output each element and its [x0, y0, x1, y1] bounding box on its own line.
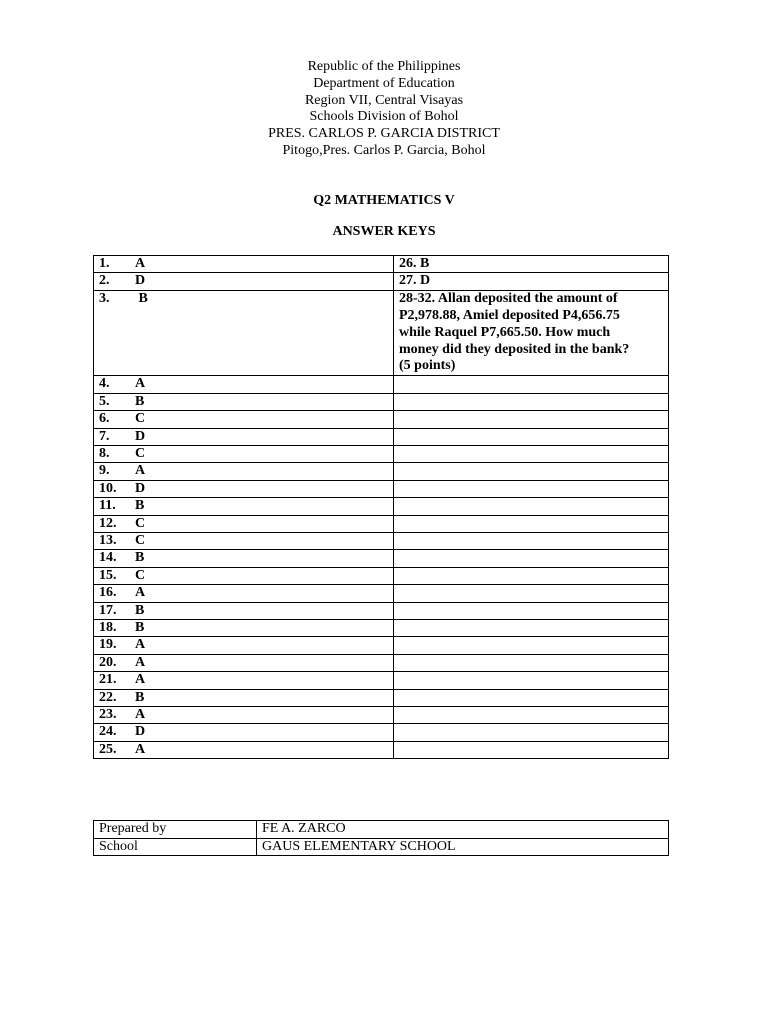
table-row [94, 838, 669, 856]
item-answer: B [135, 689, 145, 705]
school-value: GAUS ELEMENTARY SCHOOL [257, 838, 669, 856]
item-number: 6. [99, 411, 110, 427]
item-answer: A [135, 741, 146, 757]
item-answer: B [135, 620, 145, 636]
item-number: 23. [99, 707, 117, 723]
item-number: 19. [99, 637, 117, 653]
item-number: 24. [99, 724, 117, 740]
item-number: 7. [99, 428, 110, 444]
answer-cell [94, 445, 394, 462]
document-header [0, 59, 768, 160]
empty-cell [394, 707, 669, 724]
empty-cell [394, 411, 669, 428]
item-answer: B [135, 393, 145, 409]
item-number: 18. [99, 620, 117, 636]
table-row [94, 273, 669, 290]
empty-cell [394, 376, 669, 393]
answer-cell-right: 26. B [394, 256, 669, 273]
item-number: 21. [99, 672, 117, 688]
header-line-region: Region VII, Central Visayas [304, 92, 464, 108]
item-answer: C [135, 567, 146, 583]
table-row [94, 821, 669, 839]
table-row [94, 724, 669, 741]
table-row [94, 741, 669, 758]
header-line-district: PRES. CARLOS P. GARCIA DISTRICT [268, 126, 500, 142]
item-answer: A [135, 376, 146, 392]
table-row [94, 428, 669, 445]
table-row [94, 290, 669, 376]
table-row [94, 533, 669, 550]
item-number: 9. [99, 463, 110, 479]
item-number: 17. [99, 602, 117, 618]
table-row [94, 463, 669, 480]
table-row [94, 445, 669, 462]
answer-cell [94, 411, 394, 428]
item-answer: B [135, 498, 145, 514]
table-row [94, 376, 669, 393]
table-row [94, 689, 669, 706]
item-answer: A [135, 637, 146, 653]
answer-cell-right: 27. D [394, 273, 669, 290]
item-answer: D [135, 480, 146, 496]
empty-cell [394, 741, 669, 758]
empty-cell [394, 498, 669, 515]
empty-cell [394, 654, 669, 671]
table-row [94, 637, 669, 654]
item-answer: A [135, 654, 146, 670]
item-number: 11. [99, 498, 116, 514]
table-row [94, 411, 669, 428]
table-row [94, 515, 669, 532]
header-line-department: Department of Education [313, 75, 455, 91]
empty-cell [394, 585, 669, 602]
item-answer: B [135, 550, 145, 566]
empty-cell [394, 602, 669, 619]
item-number: 16. [99, 585, 117, 601]
table-row [94, 567, 669, 584]
item-number: 22. [99, 689, 117, 705]
answer-cell [94, 273, 394, 290]
item-number: 25. [99, 741, 117, 757]
answer-cell [94, 256, 394, 273]
answer-cell [94, 480, 394, 497]
table-row [94, 585, 669, 602]
table-row [94, 707, 669, 724]
item-number: 2. [99, 273, 110, 289]
item-answer: A [135, 256, 146, 271]
item-answer: B [135, 602, 145, 618]
item-answer: C [135, 445, 146, 461]
problem-line: 28-32. Allan deposited the amount of [399, 290, 618, 306]
answer-cell [94, 585, 394, 602]
empty-cell [394, 567, 669, 584]
item-answer: C [135, 533, 146, 548]
page-subtitle: ANSWER KEYS [332, 224, 436, 239]
table-row [94, 550, 669, 567]
item-answer: C [135, 515, 146, 531]
answer-cell [94, 498, 394, 515]
answer-key-table [93, 255, 669, 759]
answer-cell [94, 567, 394, 584]
header-line-division: Schools Division of Bohol [309, 109, 459, 125]
header-line-republic: Republic of the Philippines [307, 59, 461, 74]
empty-cell [394, 620, 669, 637]
item-number: 5. [99, 393, 110, 409]
answer-cell [94, 741, 394, 758]
empty-cell [394, 480, 669, 497]
answer-cell [94, 654, 394, 671]
table-row [94, 654, 669, 671]
item-answer: A [135, 672, 146, 688]
problem-cell [394, 290, 669, 376]
answer-cell [94, 550, 394, 567]
item-number: 12. [99, 515, 117, 531]
table-row [94, 480, 669, 497]
item-number: 10. [99, 480, 117, 496]
item-answer: A [135, 585, 146, 601]
empty-cell [394, 689, 669, 706]
empty-cell [394, 550, 669, 567]
answer-cell [94, 393, 394, 410]
answer-cell [94, 637, 394, 654]
problem-line: P2,978.88, Amiel deposited P4,656.75 [399, 307, 620, 323]
answer-cell [94, 290, 394, 376]
item-number: 1. [99, 256, 110, 271]
item-answer: A [135, 707, 146, 723]
empty-cell [394, 515, 669, 532]
table-row [94, 393, 669, 410]
item-answer: D [135, 428, 146, 444]
problem-line: while Raquel P7,665.50. How much [399, 324, 611, 340]
item-answer: A [135, 463, 146, 479]
item-answer: B [135, 290, 148, 306]
empty-cell [394, 533, 669, 550]
answer-cell [94, 428, 394, 445]
item-answer: D [135, 724, 146, 740]
empty-cell [394, 672, 669, 689]
table-row [94, 620, 669, 637]
answer-cell [94, 672, 394, 689]
item-number: 13. [99, 533, 117, 548]
answer-cell [94, 602, 394, 619]
item-number: 14. [99, 550, 117, 566]
empty-cell [394, 637, 669, 654]
empty-cell [394, 463, 669, 480]
table-row [94, 256, 669, 273]
page-title: Q2 MATHEMATICS V [313, 193, 455, 208]
problem-line: (5 points) [399, 358, 456, 374]
item-answer: D [135, 273, 146, 289]
item-number: 3. [99, 290, 110, 306]
answer-cell [94, 533, 394, 550]
item-number: 20. [99, 654, 117, 670]
table-row [94, 498, 669, 515]
empty-cell [394, 393, 669, 410]
item-number: 8. [99, 445, 110, 461]
item-answer: C [135, 411, 146, 427]
table-row [94, 672, 669, 689]
empty-cell [394, 724, 669, 741]
answer-cell [94, 724, 394, 741]
answer-cell [94, 376, 394, 393]
item-number: 4. [99, 376, 110, 392]
prepared-by-label: Prepared by [94, 821, 257, 839]
answer-cell [94, 515, 394, 532]
school-label: School [94, 838, 257, 856]
empty-cell [394, 428, 669, 445]
answer-cell [94, 689, 394, 706]
item-number: 15. [99, 567, 117, 583]
table-row [94, 602, 669, 619]
answer-cell [94, 620, 394, 637]
header-line-address: Pitogo,Pres. Carlos P. Garcia, Bohol [282, 142, 486, 158]
problem-line: money did they deposited in the bank? [399, 341, 630, 357]
answer-cell [94, 463, 394, 480]
answer-cell [94, 707, 394, 724]
empty-cell [394, 445, 669, 462]
footer-table [93, 820, 669, 856]
prepared-by-value: FE A. ZARCO [257, 821, 669, 839]
